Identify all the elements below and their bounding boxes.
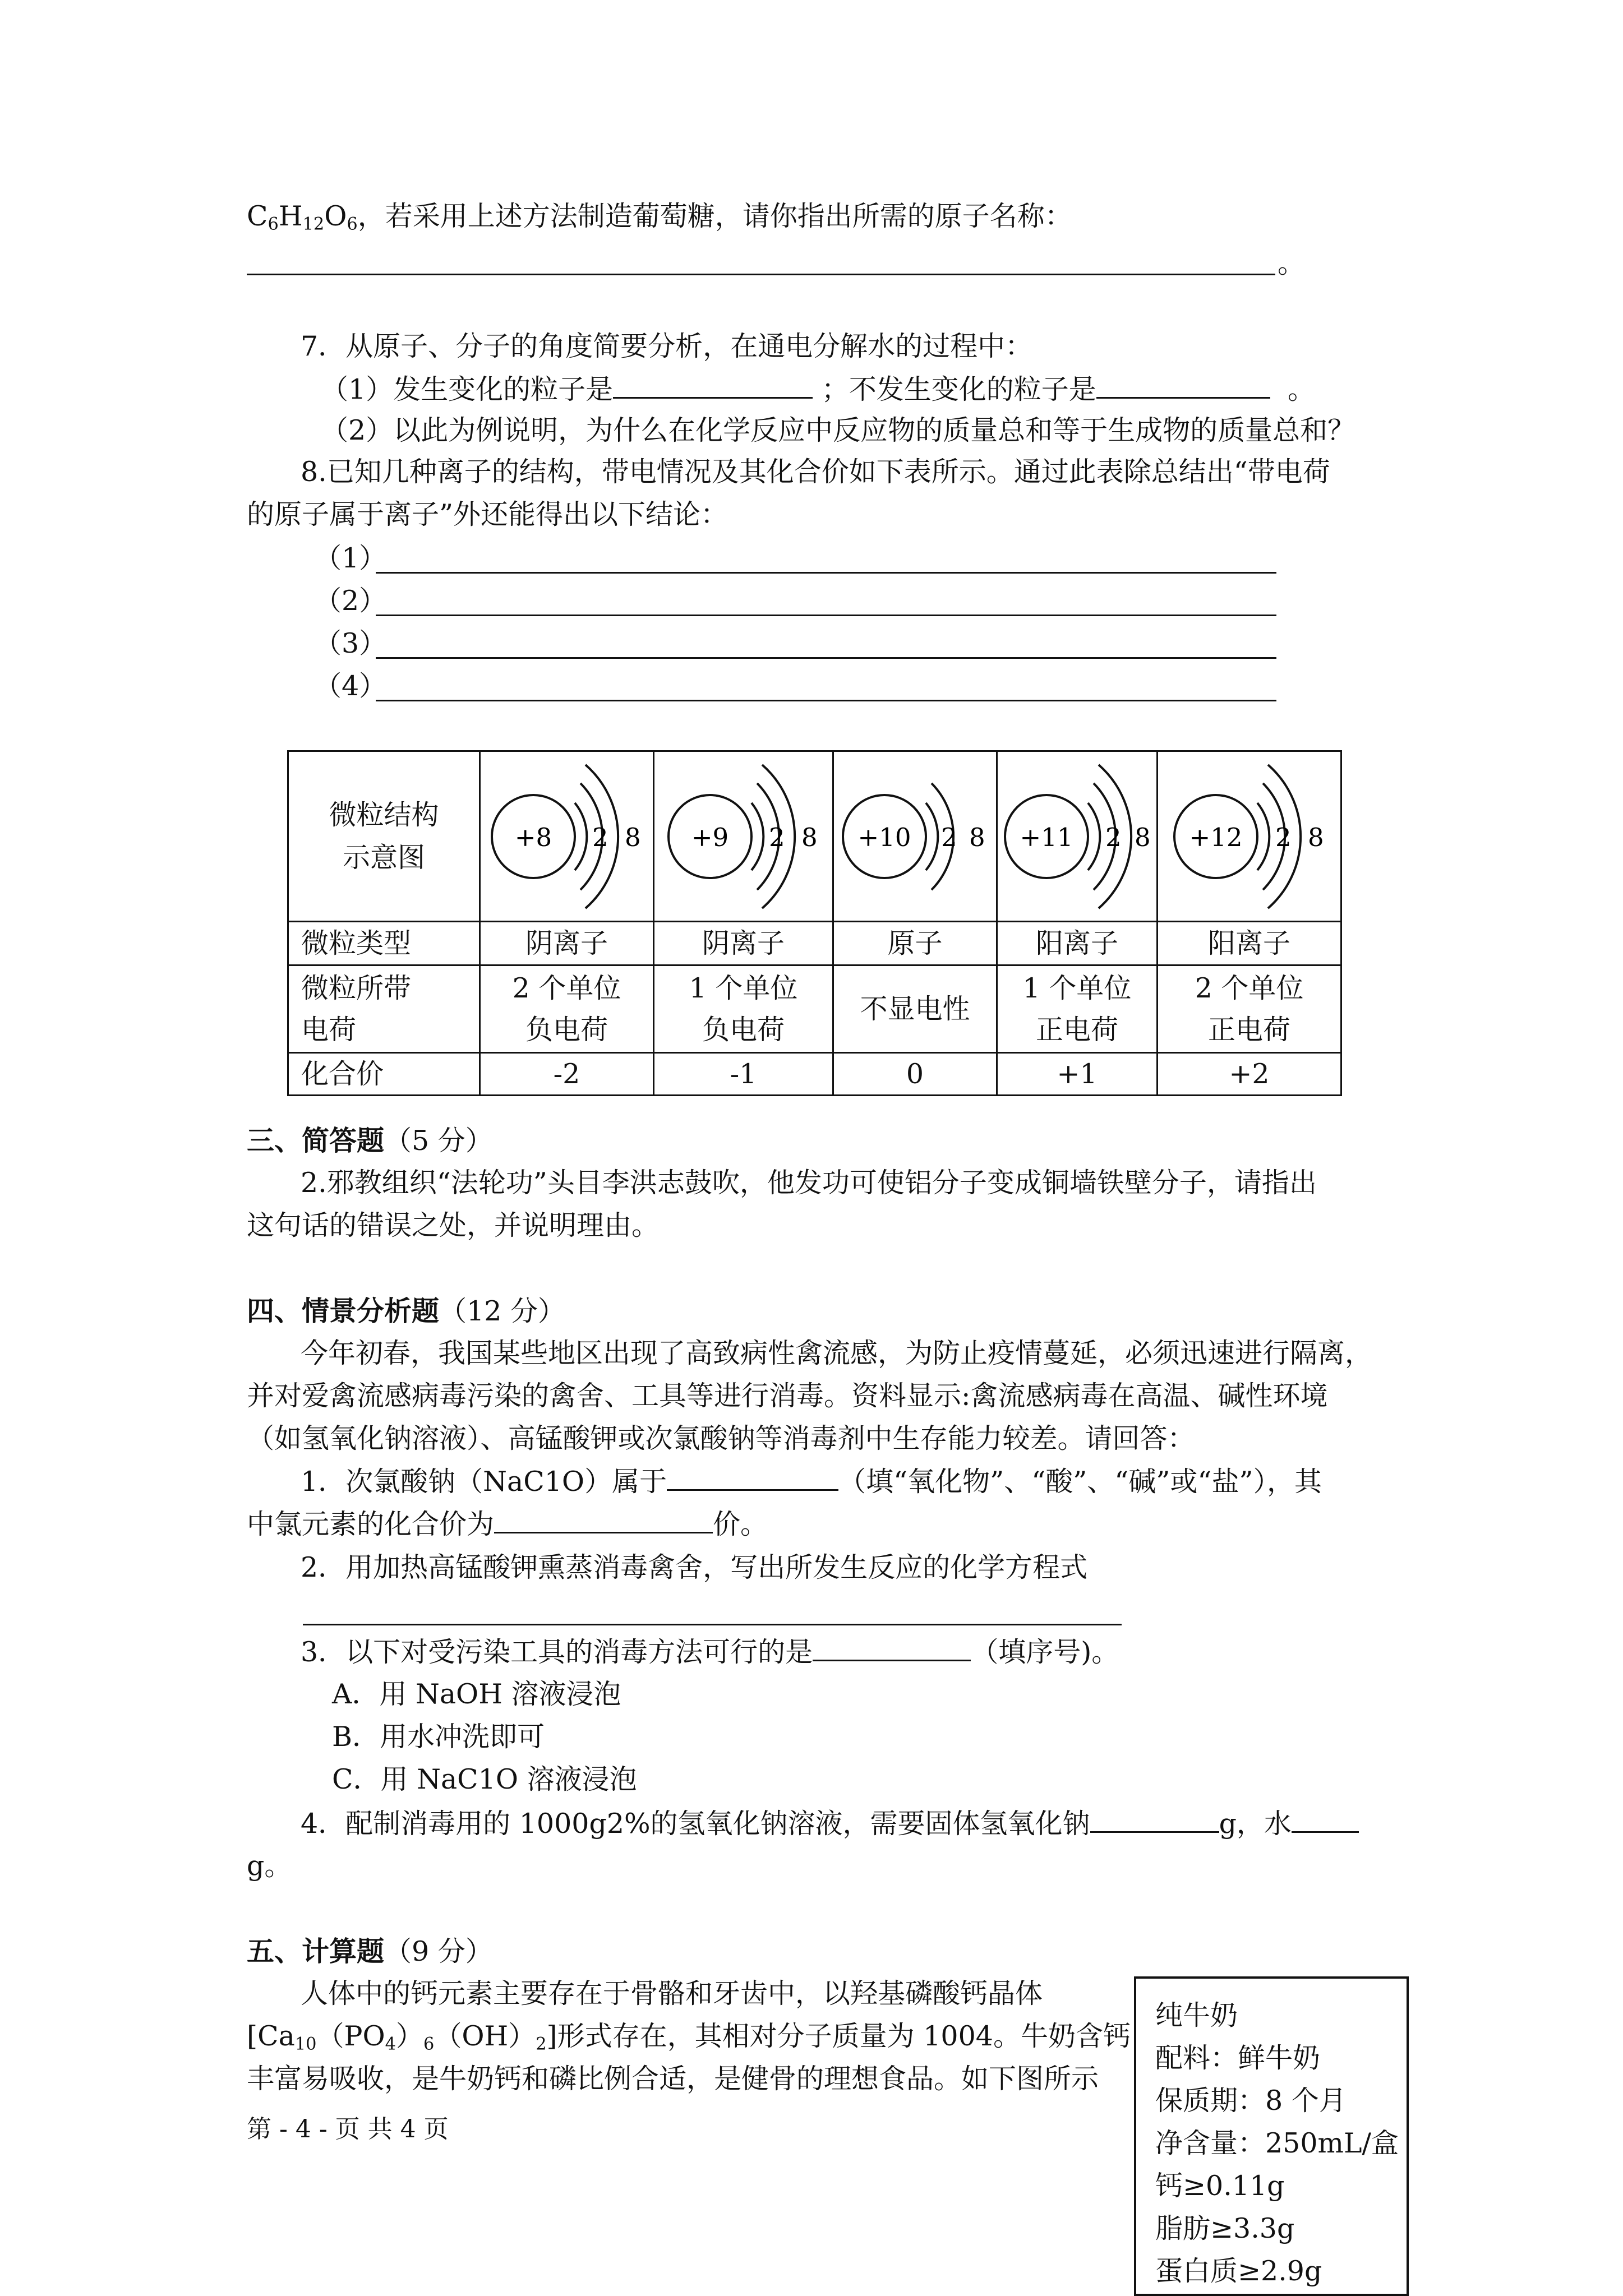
- milk-shelf-life: 保质期：8 个月: [1155, 2085, 1347, 2117]
- charge-cell: 1 个单位 负电荷: [654, 965, 833, 1053]
- q7-stem: 7．从原子、分子的角度简要分析，在通电分解水的过程中：: [301, 330, 1033, 362]
- atom-structure-diagram: [1165, 758, 1334, 915]
- section-4-heading: 四、情景分析题（12 分）: [247, 1295, 565, 1327]
- svg-text:+9: +9: [691, 822, 728, 852]
- valence-row: [288, 1053, 1341, 1096]
- valence-cell: 0: [833, 1053, 997, 1096]
- atom-structure-diagram: [837, 758, 994, 915]
- charge-cell: 1 个单位 正电荷: [997, 965, 1158, 1053]
- answer-line[interactable]: [376, 572, 1276, 574]
- sec4-q1-line1: 1．次氯酸钠（NaC1O）属于 （填“氧化物”、“酸”、“碱”或“盐”），其: [301, 1466, 1322, 1498]
- charge-row: [288, 965, 1341, 1053]
- answer-blank[interactable]: [667, 1465, 838, 1491]
- q8-stem-line2: 的原子属于离子”外还能得出以下结论：: [247, 498, 728, 530]
- type-cell: 原子: [833, 922, 997, 965]
- answer-line[interactable]: [303, 1624, 1122, 1625]
- milk-volume: 净含量：250mL/盒: [1155, 2127, 1399, 2159]
- type-cell: 阴离子: [654, 922, 833, 965]
- svg-text:8: 8: [624, 822, 641, 852]
- svg-text:8: 8: [1307, 822, 1324, 852]
- q8-stem-line1: 8.已知几种离子的结构，带电情况及其化合价如下表所示。通过此表除总结出“带电荷: [301, 456, 1330, 488]
- charge-cell: 不显电性: [833, 965, 997, 1053]
- type-row: [288, 922, 1341, 965]
- sec4-intro-1: 今年初春，我国某些地区出现了高致病性禽流感，为防止疫情蔓延，必须迅速进行隔离，: [301, 1337, 1373, 1369]
- milk-title: 纯牛奶: [1155, 1999, 1238, 2031]
- valence-cell: -2: [480, 1053, 654, 1096]
- q8-item-1: （1）: [314, 542, 387, 574]
- answer-blank[interactable]: [1096, 372, 1270, 399]
- sec4-intro-3: （如氢氧化钠溶液）、高锰酸钾或次氯酸钠等消毒剂中生存能力较差。请回答：: [247, 1422, 1195, 1454]
- type-label: 微粒类型: [288, 922, 480, 965]
- sec5-line2: $[Ca_{10}(PO_4)_6(OH)_2]$形式存在，其相对分子质量为 1004。牛奶含钙: [247, 2020, 1131, 2054]
- valence-cell: -1: [654, 1053, 833, 1096]
- section-5-heading: 五、计算题（9 分）: [247, 1935, 493, 1967]
- line-end: 。: [1278, 247, 1306, 279]
- valence-cell: +2: [1158, 1053, 1341, 1096]
- sec4-option-a: A．用 NaOH 溶液浸泡: [332, 1678, 621, 1710]
- section-3-heading: 三、简答题（5 分）: [247, 1124, 493, 1157]
- milk-protein: 蛋白质≥2.9g: [1155, 2255, 1322, 2287]
- q8-item-4: （4）: [314, 670, 387, 702]
- particle-table: [287, 750, 1342, 1096]
- answer-line[interactable]: [247, 274, 1275, 275]
- milk-fat: 脂肪≥3.3g: [1155, 2212, 1295, 2244]
- milk-ingredients: 配料：鲜牛奶: [1155, 2042, 1321, 2074]
- sec5-line1: 人体中的钙元素主要存在于骨骼和牙齿中，以羟基磷酸钙晶体: [301, 1978, 1043, 2009]
- atom-structure-diagram: [486, 758, 648, 915]
- structure-cell: [480, 751, 654, 922]
- svg-text:2: 2: [768, 822, 785, 852]
- structure-cell: [1158, 751, 1341, 922]
- valence-label: 化合价: [288, 1053, 480, 1096]
- type-cell: 阴离子: [480, 922, 654, 965]
- charge-cell: 2 个单位 正电荷: [1158, 965, 1341, 1053]
- svg-text:+11: +11: [1020, 822, 1073, 852]
- atom-structure-diagram: [662, 758, 825, 915]
- formula-line: $C_6H_{12}O_6$，若采用上述方法制造葡萄糖，请你指出所需的原子名称：: [247, 200, 1072, 234]
- charge-label: 微粒所带 电荷: [288, 965, 480, 1053]
- structure-label: 微粒结构 示意图: [288, 751, 480, 922]
- answer-line[interactable]: [376, 615, 1276, 616]
- sec4-option-b: B．用水冲洗即可: [332, 1721, 545, 1753]
- answer-blank[interactable]: [1090, 1807, 1219, 1833]
- q8-item-3: （3）: [314, 627, 387, 659]
- answer-line[interactable]: [376, 657, 1276, 659]
- sec3-q2-line1: 2.邪教组织“法轮功”头目李洪志鼓吹，他发功可使铝分子变成铜墙铁壁分子，请指出: [301, 1167, 1317, 1199]
- svg-text:8: 8: [1134, 822, 1151, 852]
- answer-blank[interactable]: [813, 1635, 971, 1661]
- type-cell: 阳离子: [1158, 922, 1341, 965]
- svg-text:+8: +8: [514, 822, 552, 852]
- atom-structure-diagram: [999, 758, 1156, 915]
- answer-blank[interactable]: [494, 1507, 713, 1533]
- sec5-line3: 丰富易吸收，是牛奶钙和磷比例合适，是健骨的理想食品。如下图所示: [247, 2063, 1099, 2095]
- q8-item-2: （2）: [314, 585, 387, 617]
- sec3-q2-line2: 这句话的错误之处，并说明理由。: [247, 1209, 660, 1241]
- page-footer: 第 - 4 - 页 共 4 页: [247, 2115, 449, 2143]
- svg-text:+10: +10: [857, 822, 911, 852]
- svg-text:2: 2: [592, 822, 608, 852]
- sec4-option-c: C．用 NaC1O 溶液浸泡: [332, 1763, 637, 1795]
- svg-text:2: 2: [940, 822, 957, 852]
- answer-blank[interactable]: [1292, 1807, 1359, 1833]
- milk-label-box: [1134, 1976, 1409, 2296]
- svg-text:2: 2: [1105, 822, 1122, 852]
- q7-sub2: （2）以此为例说明，为什么在化学反应中反应物的质量总和等于生成物的质量总和？: [321, 414, 1355, 446]
- svg-text:8: 8: [969, 822, 985, 852]
- structure-row: [288, 751, 1341, 922]
- sec4-intro-2: 并对爱禽流感病毒污染的禽舍、工具等进行消毒。资料显示:禽流感病毒在高温、碱性环境: [247, 1380, 1328, 1412]
- answer-blank[interactable]: [613, 372, 813, 399]
- sec4-q3: 3．以下对受污染工具的消毒方法可行的是 （填序号)。: [301, 1636, 1119, 1668]
- structure-cell: [654, 751, 833, 922]
- answer-line[interactable]: [376, 700, 1276, 701]
- type-cell: 阳离子: [997, 922, 1158, 965]
- structure-cell: [997, 751, 1158, 922]
- structure-cell: [833, 751, 997, 922]
- sec4-q4: 4．配制消毒用的 1000g2%的氢氧化钠溶液，需要固体氢氧化钠 g，水: [301, 1807, 1359, 1841]
- sec4-q4-end: g。: [247, 1850, 292, 1882]
- valence-cell: +1: [997, 1053, 1158, 1096]
- sec4-q1-line2: 中氯元素的化合价为 价。: [247, 1508, 768, 1540]
- milk-calcium: 钙≥0.11g: [1155, 2170, 1285, 2202]
- charge-cell: 2 个单位 负电荷: [480, 965, 654, 1053]
- q7-sub1: （1）发生变化的粒子是 ；不发生变化的粒子是 。: [321, 373, 1315, 405]
- svg-text:8: 8: [801, 822, 818, 852]
- sec4-q2: 2．用加热高锰酸钾熏蒸消毒禽舍，写出所发生反应的化学方程式: [301, 1551, 1088, 1583]
- svg-text:2: 2: [1275, 822, 1292, 852]
- svg-text:+12: +12: [1189, 822, 1242, 852]
